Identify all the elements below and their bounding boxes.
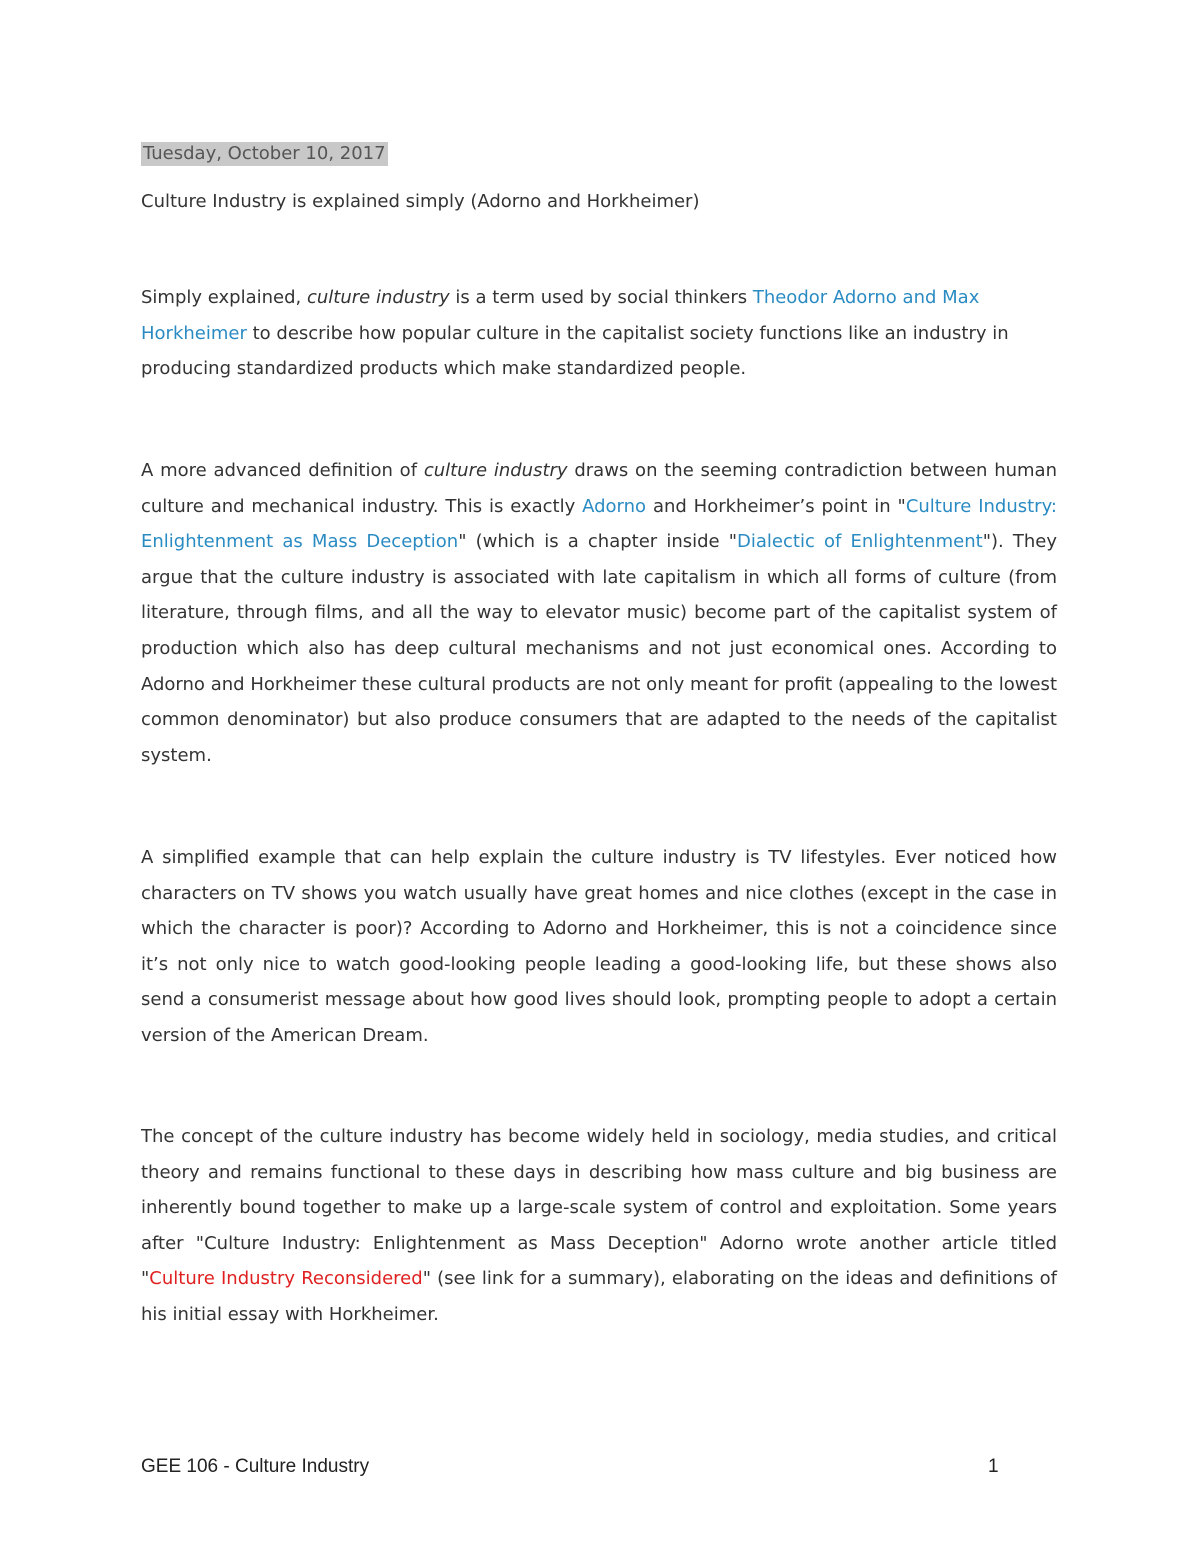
paragraph-1 (141, 280, 1057, 387)
link-mass-deception[interactable]: Culture Industry: Enlightenment as Mass Deception (141, 495, 1057, 553)
text-span: "). They argue that the culture industry is associated with late capitalism in which all forms of culture (from literature, through films, and all the way to elevator music) become part of the capitalist system of production which also has deep cultural mechanisms and not just economical ones. According to Adorno and Horkheimer these cultural products are not only meant for profit (appealing to the lowest common denominator) but also produce consumers that are adapted to the needs of the capitalist system. (141, 531, 1058, 766)
link-adorno-horkheimer[interactable]: Theodor Adorno and Max Horkheimer (141, 287, 980, 344)
footer-course-title: GEE 106 - Culture Industry (141, 1456, 370, 1477)
text-span: " (see link for a summary), elaborating on the ideas and definitions of his initial essay with Horkheimer. (141, 1268, 1058, 1325)
text-span: The concept of the culture industry has become widely held in sociology, media studies, and critical theory and remains functional to these days in describing how mass culture and big business are inherently bound together to make up a large-scale system of control and exploitation. Some years after "Culture Industry: Enlightenment as Mass Deception" Adorno wrote another article titled " (141, 1126, 1057, 1290)
text-span: A more advanced definition of (141, 460, 424, 481)
emphasis-culture-industry: culture industry (306, 287, 450, 308)
text-span: to describe how popular culture in the capitalist society functions like an industry in producing standardized products which make standardized people. (141, 322, 1009, 380)
paragraph-2 (141, 453, 1057, 773)
link-dialectic-of-enlightenment[interactable]: Dialectic of Enlightenment (737, 531, 983, 553)
text-span: " (which is a chapter inside " (458, 531, 738, 553)
paragraph-4 (141, 1119, 1057, 1333)
paragraph-3: A simplified example that can help explain the culture industry is TV lifestyles. Ever noticed how characters on TV shows you watch usually have great homes and nice clothes (except in the case in which the character is poor)? According to Adorno and Horkheimer, this is not a coincidence since it’s not only nice to watch good-looking people leading a good-looking life, but these shows also send a consumerist message about how good lives should look, prompting people to adopt a certain version of the American Dream. (141, 847, 1057, 1046)
post-date: Tuesday, October 10, 2017 (143, 143, 386, 164)
text-span: and Horkheimer’s point in " (646, 495, 906, 517)
emphasis-culture-industry: culture industry (423, 460, 568, 481)
text-span: draws on the seeming contradiction between human culture and mechanical industry. This is exactly (141, 460, 1057, 517)
link-culture-industry-reconsidered[interactable]: Culture Industry Reconsidered (149, 1268, 423, 1290)
link-adorno[interactable]: Adorno (582, 495, 647, 517)
text-span: Simply explained, (141, 287, 307, 308)
post-title: Culture Industry is explained simply (Adorno and Horkheimer) (141, 191, 700, 212)
text-span: is a term used by social thinkers (449, 287, 753, 308)
footer-page-number: 1 (988, 1456, 999, 1477)
